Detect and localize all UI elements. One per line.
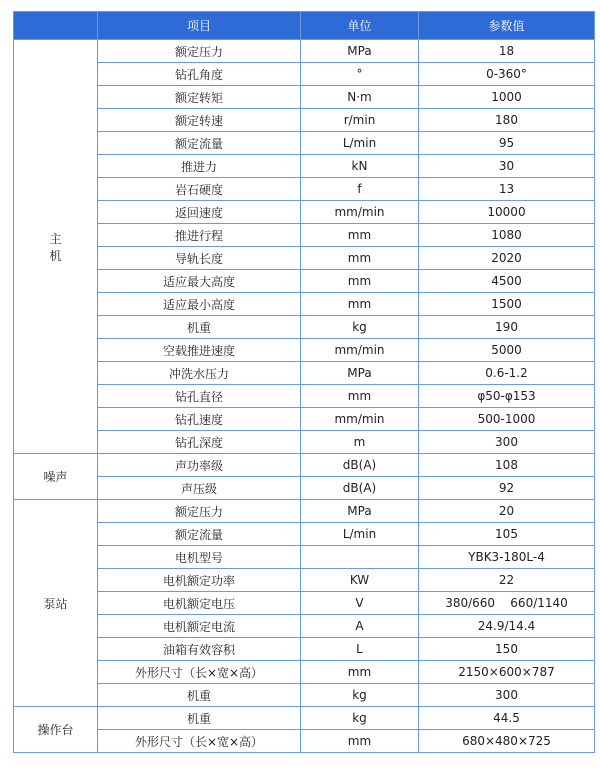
cell-value: 2020 [419,247,595,270]
cell-value: 13 [419,178,595,201]
group-label: 噪声 [14,454,98,500]
cell-item: 额定转速 [98,109,301,132]
cell-item: 钻孔深度 [98,431,301,454]
table-row [14,86,595,109]
group-label: 主 机 [14,40,98,454]
cell-item: 机重 [98,684,301,707]
cell-value: 300 [419,431,595,454]
cell-unit: L/min [301,132,419,155]
cell-unit: r/min [301,109,419,132]
cell-unit: mm [301,247,419,270]
header-unit: 单位 [301,12,419,40]
table-row [14,247,595,270]
cell-value: 4500 [419,270,595,293]
cell-item: 声压级 [98,477,301,500]
cell-unit: kg [301,707,419,730]
table-row [14,224,595,247]
table-row [14,109,595,132]
cell-item: 空载推进速度 [98,339,301,362]
cell-item: 电机额定功率 [98,569,301,592]
header-item: 项目 [98,12,301,40]
cell-unit: V [301,592,419,615]
cell-value: 150 [419,638,595,661]
table-row [14,40,595,63]
cell-value: 0.6-1.2 [419,362,595,385]
cell-unit: kg [301,684,419,707]
cell-unit: MPa [301,362,419,385]
cell-item: 额定流量 [98,132,301,155]
cell-item: 推进行程 [98,224,301,247]
group-label: 操作台 [14,707,98,753]
table-row [14,638,595,661]
cell-unit: L/min [301,523,419,546]
cell-unit: ° [301,63,419,86]
cell-unit: KW [301,569,419,592]
table-row [14,362,595,385]
cell-unit: mm/min [301,201,419,224]
cell-value: 92 [419,477,595,500]
table-row [14,730,595,753]
table-row [14,316,595,339]
cell-item: 额定压力 [98,40,301,63]
cell-value: 30 [419,155,595,178]
cell-value: 5000 [419,339,595,362]
cell-value: 680×480×725 [419,730,595,753]
cell-value: 44.5 [419,707,595,730]
cell-item: 适应最小高度 [98,293,301,316]
cell-item: 机重 [98,707,301,730]
cell-item: 外形尺寸（长×宽×高） [98,661,301,684]
cell-value: 10000 [419,201,595,224]
table-row [14,661,595,684]
cell-value: 105 [419,523,595,546]
cell-value: 18 [419,40,595,63]
table-row [14,523,595,546]
cell-item: 声功率级 [98,454,301,477]
cell-value: 190 [419,316,595,339]
cell-unit: dB(A) [301,477,419,500]
cell-item: 油箱有效容积 [98,638,301,661]
table-row [14,477,595,500]
cell-unit: L [301,638,419,661]
table-row [14,178,595,201]
cell-unit: N·m [301,86,419,109]
table-row [14,408,595,431]
cell-unit: m [301,431,419,454]
cell-value: YBK3-180L-4 [419,546,595,569]
header-row [14,12,595,40]
table-row [14,707,595,730]
cell-value: 22 [419,569,595,592]
table-row [14,201,595,224]
table-row [14,270,595,293]
cell-value: 24.9/14.4 [419,615,595,638]
cell-value: 0-360° [419,63,595,86]
table-row [14,592,595,615]
cell-item: 钻孔角度 [98,63,301,86]
cell-item: 额定压力 [98,500,301,523]
cell-item: 钻孔直径 [98,385,301,408]
cell-value: 1500 [419,293,595,316]
table-row [14,500,595,523]
cell-unit: mm [301,730,419,753]
cell-item: 额定流量 [98,523,301,546]
cell-unit: mm [301,293,419,316]
cell-value: 180 [419,109,595,132]
table-row [14,63,595,86]
cell-item: 岩石硬度 [98,178,301,201]
cell-value: 2150×600×787 [419,661,595,684]
cell-unit: mm/min [301,339,419,362]
table-row [14,569,595,592]
cell-unit: mm [301,661,419,684]
cell-item: 电机额定电压 [98,592,301,615]
cell-unit: kg [301,316,419,339]
table-row [14,684,595,707]
spec-table [13,11,595,753]
cell-value: 20 [419,500,595,523]
header-group [14,12,98,40]
table-row [14,155,595,178]
cell-item: 外形尺寸（长×宽×高） [98,730,301,753]
cell-unit: mm [301,385,419,408]
table-row [14,339,595,362]
cell-unit: MPa [301,500,419,523]
cell-item: 额定转矩 [98,86,301,109]
cell-item: 冲洗水压力 [98,362,301,385]
cell-unit: A [301,615,419,638]
cell-value: 1080 [419,224,595,247]
cell-unit: f [301,178,419,201]
cell-unit: kN [301,155,419,178]
cell-item: 导轨长度 [98,247,301,270]
cell-unit: mm [301,224,419,247]
table-row [14,546,595,569]
table-row [14,293,595,316]
cell-unit: mm [301,270,419,293]
cell-value: 95 [419,132,595,155]
cell-item: 电机额定电流 [98,615,301,638]
header-value: 参数值 [419,12,595,40]
cell-value: 380/660 660/1140 [419,592,595,615]
cell-unit: MPa [301,40,419,63]
table-row [14,385,595,408]
cell-unit: mm/min [301,408,419,431]
cell-value: 300 [419,684,595,707]
cell-item: 推进力 [98,155,301,178]
table-row [14,454,595,477]
group-label: 泵站 [14,500,98,707]
cell-item: 适应最大高度 [98,270,301,293]
cell-unit: dB(A) [301,454,419,477]
cell-unit [301,546,419,569]
table-row [14,615,595,638]
cell-item: 电机型号 [98,546,301,569]
cell-item: 钻孔速度 [98,408,301,431]
cell-value: 500-1000 [419,408,595,431]
table-row [14,132,595,155]
cell-item: 机重 [98,316,301,339]
cell-value: 1000 [419,86,595,109]
cell-value: 108 [419,454,595,477]
cell-value: φ50-φ153 [419,385,595,408]
cell-item: 返回速度 [98,201,301,224]
table-row [14,431,595,454]
